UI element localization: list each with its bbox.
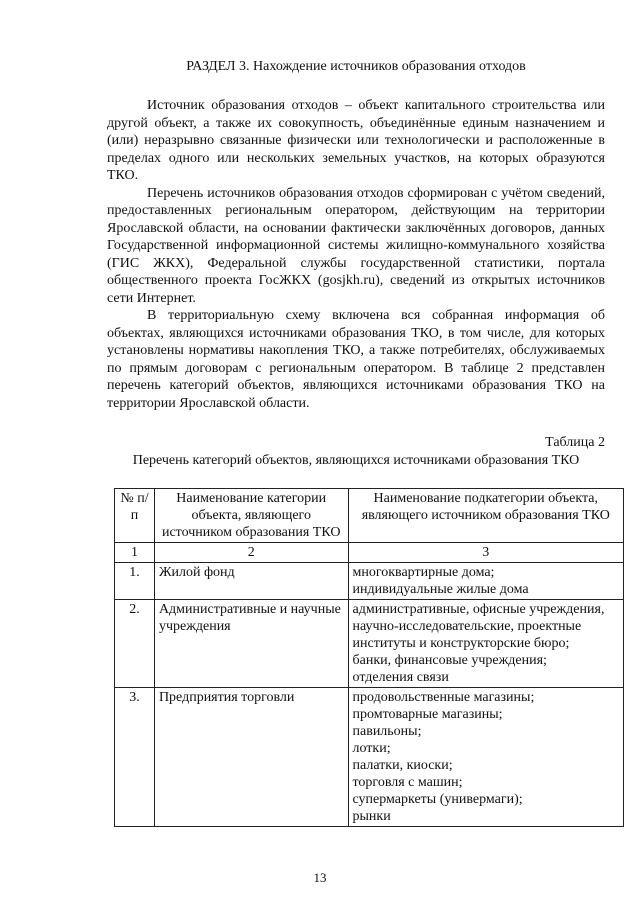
row-category: Предприятия торговли bbox=[154, 688, 348, 827]
subcategory-item: многоквартирные дома; bbox=[352, 565, 495, 580]
subcategory-item: отделения связи bbox=[352, 670, 449, 685]
table-numbering-row bbox=[115, 543, 624, 563]
subcategory-item: банки, финансовые учреждения; bbox=[352, 653, 547, 668]
header-num: № п/п bbox=[115, 489, 155, 543]
header-category: Наименование категории объекта, являющего источником образования ТКО bbox=[154, 489, 348, 543]
table-label: Таблица 2 bbox=[545, 435, 605, 450]
table-caption: Перечень категорий объектов, являющихся источниками образования ТКО bbox=[132, 453, 580, 468]
table-row bbox=[115, 563, 624, 600]
row-category: Административные и научные учреждения bbox=[154, 600, 348, 688]
numbering-cell: 1 bbox=[115, 543, 155, 563]
subcategory-item: торговля с машин; bbox=[352, 775, 463, 790]
numbering-cell: 3 bbox=[348, 543, 624, 563]
header-subcategory: Наименование подкатегории объекта, являющего источником образования ТКО bbox=[348, 489, 624, 543]
paragraph-3: В территориальную схему включена вся собранная информация об объектах, являющихся источниками образования ТКО, в том числе, для которых установлены нормативы накопления ТКО, а также потребителях, обслуживаемых по прямым договорам с региональным оператором. В таблице 2 представлен перечень категорий объектов, являющихся источниками образования ТКО на территории Ярославской области. bbox=[107, 308, 605, 411]
row-category: Жилой фонд bbox=[154, 563, 348, 600]
row-num: 2. bbox=[115, 600, 155, 688]
row-num: 1. bbox=[115, 563, 155, 600]
page-number: 13 bbox=[313, 870, 327, 885]
subcategory-item: палатки, киоски; bbox=[352, 758, 453, 773]
row-subcategories bbox=[348, 600, 624, 688]
subcategory-item: продовольственные магазины; bbox=[352, 690, 535, 705]
subcategory-item: супермаркеты (универмаги); bbox=[352, 792, 523, 807]
paragraph-1: Источник образования отходов – объект капитального строительства или другой объект, а также их совокупность, объединённые единым назначением и (или) неразрывно связанные физически или технологически и расположенные в пределах одного или нескольких земельных участков, на которых образуются ТКО. bbox=[107, 98, 605, 183]
document-page bbox=[107, 58, 610, 827]
subcategory-item: индивидуальные жилые дома bbox=[352, 582, 529, 597]
subcategory-item: павильоны; bbox=[352, 724, 422, 739]
paragraph-2: Перечень источников образования отходов сформирован с учётом сведений, предоставленных региональным оператором, действующим на территории Ярославской области, на основании фактически заключённых договоров, данных Государственной информационной системы жилищно-коммунального хозяйства (ГИС ЖКХ), Федеральной службы государственной статистики, портала общественного проекта ГосЖКХ (gosjkh.ru), сведений из открытых источников сети Интернет. bbox=[107, 185, 605, 306]
table-row bbox=[115, 600, 624, 688]
subcategory-item: рынки bbox=[352, 809, 391, 824]
table-header-row bbox=[115, 489, 624, 543]
row-num: 3. bbox=[115, 688, 155, 827]
table-row bbox=[115, 688, 624, 827]
row-subcategories bbox=[348, 688, 624, 827]
row-subcategories bbox=[348, 563, 624, 600]
subcategory-item: административные, офисные учреждения, научно-исследовательские, проектные институты и конструкторские бюро; bbox=[352, 602, 605, 651]
subcategory-item: лотки; bbox=[352, 741, 391, 756]
subcategory-item: промтоварные магазины; bbox=[352, 707, 503, 722]
numbering-cell: 2 bbox=[154, 543, 348, 563]
section-title: РАЗДЕЛ 3. Нахождение источников образования отходов bbox=[186, 59, 526, 74]
categories-table bbox=[114, 488, 624, 827]
